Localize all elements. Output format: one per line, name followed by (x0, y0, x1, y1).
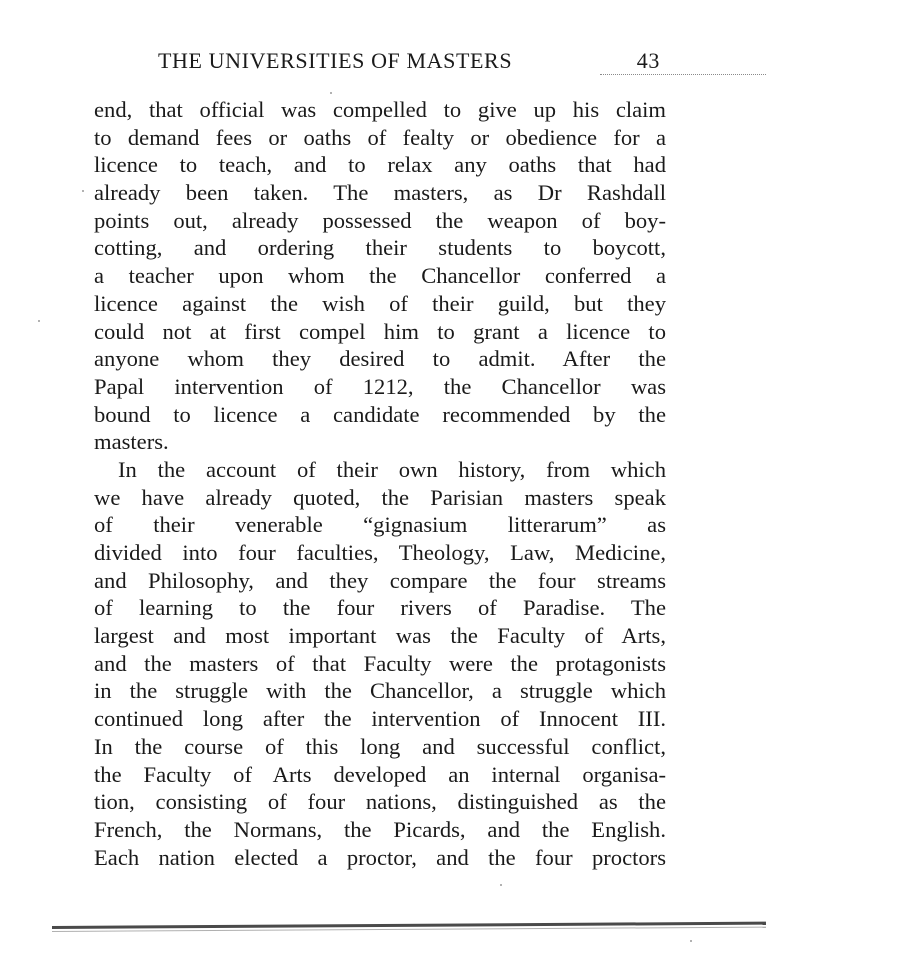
text-line: In the course of this long and successful conflict, (94, 733, 666, 759)
text-line-indented: In the account of their own history, from which (118, 456, 666, 482)
text-line: points out, already possessed the weapon of boy- (94, 207, 666, 233)
text-line: bound to licence a candidate recommended by the (94, 401, 666, 427)
running-head (158, 48, 666, 78)
text-line: Papal intervention of 1212, the Chancellor was (94, 373, 666, 399)
scan-speck (690, 940, 692, 942)
text-line: already been taken. The masters, as Dr Rashdall (94, 180, 666, 206)
text-line: end, that official was compelled to give up his claim (94, 97, 666, 122)
text-line: a teacher upon whom the Chancellor conferred a (94, 263, 666, 289)
text-line: largest and most important was the Faculty of Arts, (94, 623, 666, 649)
page-number: 43 (636, 48, 660, 73)
text-line: and the masters of that Faculty were the protagonists (94, 650, 666, 676)
text-line: tion, consisting of four nations, distinguished as the (94, 789, 666, 815)
text-line: in the struggle with the Chancellor, a struggle which (94, 678, 666, 704)
text-line: and Philosophy, and they compare the four streams (94, 567, 666, 593)
text-line: Each nation elected a proctor, and the four proctors (94, 844, 666, 870)
text-line: licence to teach, and to relax any oaths that had (94, 152, 666, 178)
scan-speck (500, 884, 502, 886)
text-line: we have already quoted, the Parisian masters speak (94, 484, 666, 510)
scan-speck (38, 320, 40, 322)
text-line: could not at first compel him to grant a licence to (94, 318, 666, 344)
text-line: of learning to the four rivers of Paradise. The (94, 595, 666, 621)
text-line: to demand fees or oaths of fealty or obedience for a (94, 124, 666, 150)
text-line: French, the Normans, the Picards, and the English. (94, 816, 666, 842)
scan-speck (82, 190, 84, 192)
text-line: cotting, and ordering their students to boycott, (94, 235, 666, 261)
running-head-rule (600, 74, 766, 75)
body-text (94, 96, 666, 871)
text-line: licence against the wish of their guild, but they (94, 290, 666, 316)
text-line: anyone whom they desired to admit. After the (94, 346, 666, 372)
text-line: of their venerable “gignasium litterarum” as (94, 512, 666, 538)
text-line: the Faculty of Arts developed an internal organisa- (94, 761, 666, 787)
text-line: continued long after the intervention of Innocent III. (94, 706, 666, 732)
text-line: masters. (94, 429, 169, 455)
text-line: divided into four faculties, Theology, Law, Medicine, (94, 540, 666, 565)
scan-speck (330, 92, 332, 94)
running-head-title: THE UNIVERSITIES OF MASTERS (158, 48, 513, 73)
